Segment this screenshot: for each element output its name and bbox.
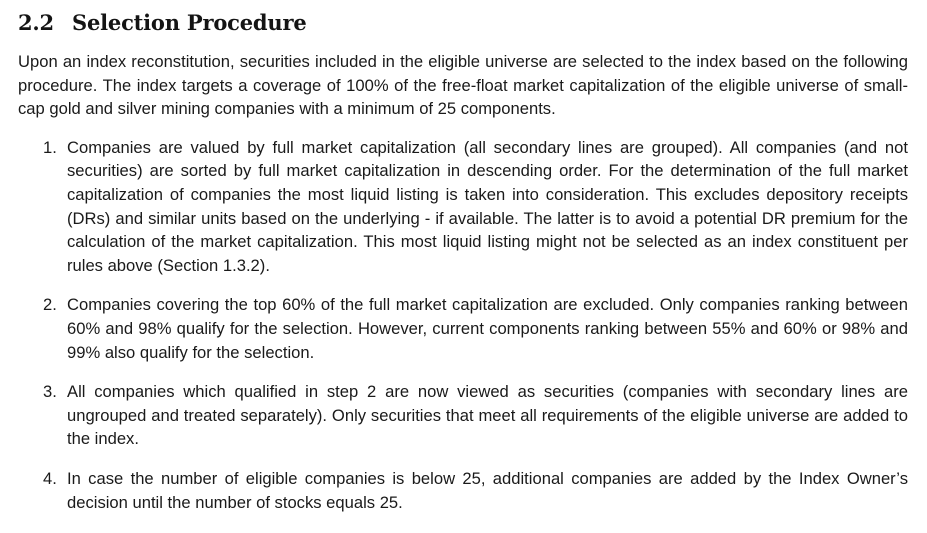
section-title: Selection Procedure	[72, 10, 307, 35]
procedure-step-4	[18, 467, 908, 514]
procedure-step-2	[18, 293, 908, 364]
procedure-list	[18, 136, 908, 514]
section-heading	[18, 10, 908, 36]
step-text: Companies are valued by full market capitalization (all secondary lines are grouped). All companies (and not securities) are sorted by full market capitalization in descending order. For the determination of the full market capitalization of companies the most liquid listing is taken into consideration. This excludes depository receipts (DRs) and similar units based on the underlying - if available. The latter is to avoid a potential DR premium for the calculation of the market capitalization. This most liquid listing might not be selected as an index constituent per rules above (Section 1.3.2).	[67, 137, 908, 275]
procedure-step-1	[18, 136, 908, 278]
step-number: 3.	[43, 382, 57, 402]
step-number: 4.	[43, 468, 57, 488]
step-number: 2.	[43, 295, 57, 315]
procedure-step-3	[18, 380, 908, 451]
step-number: 1.	[43, 137, 57, 157]
step-text: In case the number of eligible companies is below 25, additional companies are added by the Index Owner’s decision until the number of stocks equals 25.	[67, 468, 908, 512]
document-page	[18, 0, 908, 514]
step-text: Companies covering the top 60% of the full market capitalization are excluded. Only companies ranking between 60% and 98% qualify for the selection. However, current components ranking between 55% and 60% or 98% and 99% also qualify for the selection.	[67, 295, 908, 362]
intro-paragraph: Upon an index reconstitution, securities included in the eligible universe are selected to the index based on the following procedure. The index targets a coverage of 100% of the free-float market capitalization of the eligible universe of small-cap gold and silver mining companies with a minimum of 25 components.	[18, 52, 908, 119]
section-number: 2.2	[18, 10, 54, 35]
step-text: All companies which qualified in step 2 are now viewed as securities (companies with secondary lines are ungrouped and treated separately). Only securities that meet all requirements of the eligible universe are added to the index.	[67, 382, 908, 449]
